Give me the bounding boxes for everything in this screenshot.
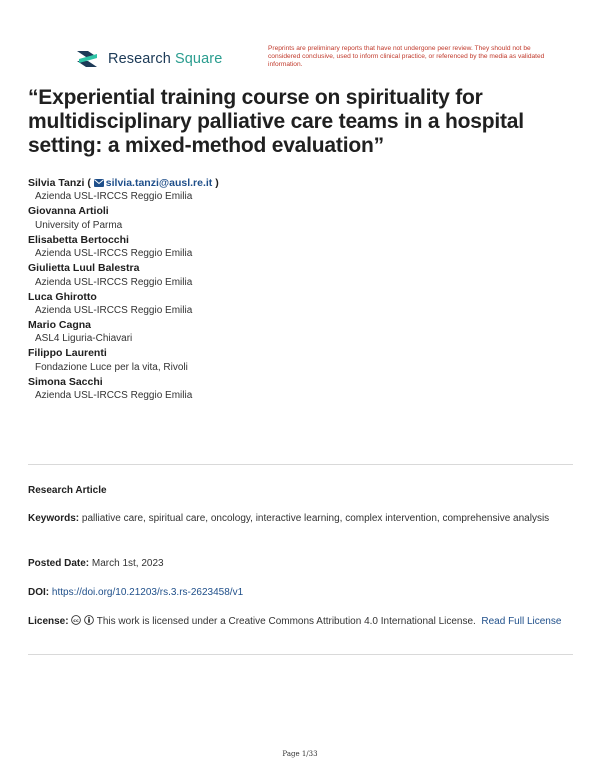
author-name: Giulietta Luul Balestra [28, 262, 140, 275]
license-text: This work is licensed under a Creative Commons Attribution 4.0 International License. [96, 616, 476, 627]
keywords-value: palliative care, spiritual care, oncology, interactive learning, complex intervention, comprehensive analysis [81, 513, 550, 524]
keywords-label: Keywords: [28, 513, 80, 524]
article-type: Research Article [28, 485, 107, 496]
license-label: License: [28, 616, 69, 627]
read-full-license-link[interactable]: Read Full License [481, 616, 562, 627]
doi-label: DOI: [28, 587, 50, 598]
doi [28, 585, 573, 601]
author-affiliation: Azienda USL-IRCCS Reggio Emilia [35, 276, 193, 288]
author-list [28, 177, 573, 404]
author-name: Filippo Laurenti [28, 347, 107, 360]
author-entry [28, 262, 573, 288]
author-name: Simona Sacchi [28, 375, 103, 388]
author-entry [28, 234, 573, 260]
divider [28, 464, 573, 465]
author-entry [28, 205, 573, 231]
author-entry: Silvia Tanzi ( silvia.tanzi@ausl.re.it ) Azienda USL-IRCCS Reggio Emilia [28, 177, 573, 203]
author-entry [28, 347, 573, 373]
page-number: Page 1/33 [282, 750, 318, 758]
logo-text-research: Research [108, 51, 171, 67]
paper-title: “Experiential training course on spirituality for multidisciplinary palliative care teams in a hospital setting: a mixed-method evaluation” [28, 86, 524, 157]
svg-text:cc: cc [73, 619, 80, 624]
author-affiliation: Fondazione Luce per la vita, Rivoli [35, 361, 188, 373]
keywords [28, 511, 573, 527]
author-name: Giovanna Artioli [28, 205, 109, 218]
posted-date-label: Posted Date: [28, 558, 90, 569]
author-affiliation: ASL4 Liguria-Chiavari [35, 333, 133, 345]
divider [28, 654, 573, 655]
author-name: Mario Cagna [28, 319, 92, 332]
creative-commons-icon [71, 615, 81, 625]
author-affiliation: Azienda USL-IRCCS Reggio Emilia [35, 305, 193, 317]
posted-date-value: March 1st, 2023 [91, 558, 164, 569]
author-email-link[interactable]: silvia.tanzi@ausl.re.it [94, 177, 213, 189]
author-affiliation: Azienda USL-IRCCS Reggio Emilia [35, 248, 193, 260]
author-entry [28, 319, 573, 345]
author-name: Luca Ghirotto [28, 290, 97, 303]
author-name: Elisabetta Bertocchi [28, 233, 129, 246]
logo-text-square: Square [175, 51, 223, 67]
author-entry [28, 291, 573, 317]
license [28, 614, 573, 630]
posted-date [28, 556, 573, 572]
author-name: Silvia Tanzi [28, 177, 85, 189]
envelope-icon [94, 179, 104, 187]
author-affiliation: University of Parma [35, 219, 123, 231]
attribution-icon [84, 615, 94, 625]
doi-link[interactable]: https://doi.org/10.21203/rs.3.rs-2623458/v1 [51, 587, 244, 598]
author-affiliation: Azienda USL-IRCCS Reggio Emilia [35, 191, 193, 203]
author-affiliation: Azienda USL-IRCCS Reggio Emilia [35, 390, 193, 402]
preprint-notice: Preprints are preliminary reports that have not undergone peer review. They should not be considered conclusive, used to inform clinical practice, or referenced by the media as validated information. [268, 45, 545, 69]
research-square-logo-icon [75, 48, 101, 70]
research-square-logo[interactable] [75, 48, 222, 70]
author-entry [28, 376, 573, 402]
